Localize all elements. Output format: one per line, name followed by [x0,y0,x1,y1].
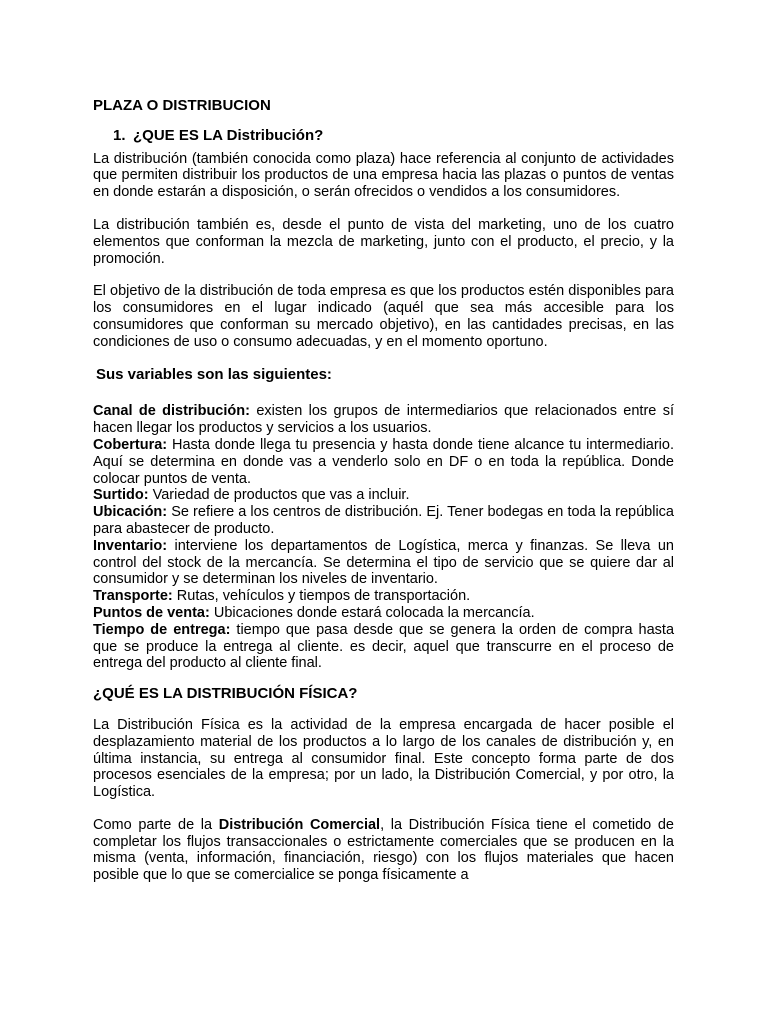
variable-text: existen los grupos de intermediarios que relacionados entre sí hacen llegar los productos y servicios a los usuarios. [93,403,675,437]
variable-term: Transporte: [93,588,173,605]
paragraph-text: , la Distribución Física tiene el cometido de completar los flujos transaccionales o estrictamente comerciales que se producen en la misma (venta, información, financiación, riesgo) con los flujos materiales que hacen posible que lo que se comercialice se ponga físicamente a [93,816,674,884]
variables-heading: Sus variables son las siguientes: [96,365,332,383]
variable-term: Tiempo de entrega: [93,621,231,638]
variable-text: tiempo que pasa desde que se genera la orden de compra hasta que se produce la entrega al cliente. es decir, aquel que transcurre en el proceso de entrega del producto al cliente final. [93,621,675,672]
variable-term: Inventario: [93,537,168,554]
bold-term: Distribución Comercial [218,816,381,833]
variable-term: Canal de distribución: [93,403,250,420]
variable-term: Cobertura: [93,436,168,453]
variable-item [93,588,674,605]
question-heading [113,128,674,145]
variable-item [93,538,674,588]
variable-item [93,437,674,487]
variable-text: Hasta donde llega tu presencia y hasta donde tiene alcance tu intermediario. Aquí se determina en donde vas a venderlo solo en DF o en toda la república. Donde colocar puntos de venta. [93,436,674,487]
variable-item [93,504,674,538]
variable-text: interviene los departamentos de Logística, merca y finanzas. Se lleva un control del stock de la mercancía. Se determina el tipo de servicio que se quiere dar al consumidor y se determinan los niveles de inventario. [93,537,674,588]
paragraph-objective: El objetivo de la distribución de toda empresa es que los productos estén disponibles para los consumidores en el lugar indicado (aquél que sea más accesible para los consumidores que conforman su mercado objetivo), en las cantidades precisas, en las condiciones de uso o consumo adecuadas, y en el momento oportuno. [93,283,674,350]
variable-item [93,622,674,672]
paragraph-commercial-distribution [93,817,674,884]
variable-text: Ubicaciones donde estará colocada la mercancía. [209,604,535,621]
paragraph-definition: La distribución (también conocida como plaza) hace referencia al conjunto de actividades que permiten distribuir los productos de una empresa hacia las plazas o puntos de ventas en donde estarán a disposición, o serán ofrecidos o vendidos a los consumidores. [93,150,674,201]
variable-term: Puntos de venta: [93,604,210,621]
variable-text: Rutas, vehículos y tiempos de transportación. [172,588,471,605]
paragraph-marketing-mix: La distribución también es, desde el punto de vista del marketing, uno de los cuatro elementos que conforman la mezcla de marketing, junto con el producto, el precio, y la promoción. [93,216,674,267]
variables-list [93,403,674,672]
document-title: PLAZA O DISTRIBUCION [93,97,271,114]
variable-term: Surtido: [93,487,149,504]
variable-term: Ubicación: [93,504,168,521]
variable-text: Se refiere a los centros de distribución. Ej. Tener bodegas en toda la república para abastecer de producto. [93,504,674,537]
paragraph-text: Como parte de la [93,816,219,833]
variable-item [93,487,674,504]
section-heading-physical-distribution: ¿QUÉ ES LA DISTRIBUCIÓN FÍSICA? [93,685,358,703]
document-body [93,98,674,900]
variable-item [93,605,674,622]
list-number: 1. [113,126,126,144]
paragraph-physical-distribution: La Distribución Física es la actividad de la empresa encargada de hacer posible el desplazamiento material de los productos a lo largo de los canales de distribución y, en última instancia, su entrega al consumidor final. Este concepto forma parte de dos procesos esenciales de la empresa; por un lado, la Distribución Comercial, y por otro, la Logística. [93,716,674,801]
question-heading-text: ¿QUE ES LA Distribución? [133,126,324,144]
variable-text: Variedad de productos que vas a incluir. [148,487,410,504]
variable-item [93,403,674,437]
